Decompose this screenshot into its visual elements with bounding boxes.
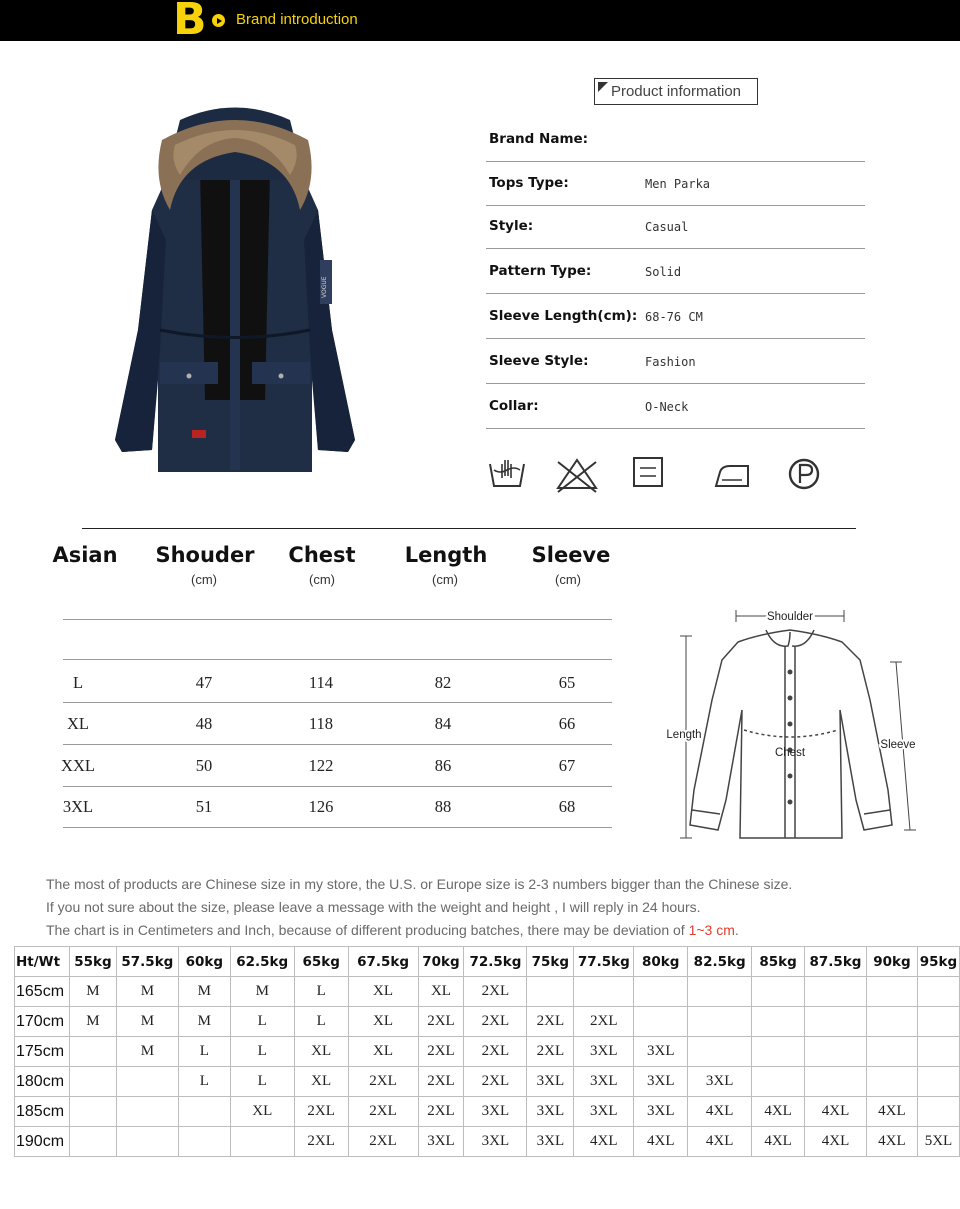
size-table-line [63, 619, 612, 620]
size-cell: 2XL [294, 1127, 348, 1157]
size-table-cell: 48 [195, 714, 213, 733]
weight-header: 62.5kg [230, 947, 294, 977]
size-cell: M [178, 1007, 230, 1037]
ht-wt-corner: Ht/Wt [15, 947, 70, 977]
size-cell [917, 1067, 959, 1097]
product-info-row [486, 385, 865, 429]
size-table-cell: 47 [195, 673, 213, 692]
size-table-cell: 126 [308, 797, 334, 816]
size-cell: 2XL [464, 1007, 527, 1037]
diagram-sleeve-label: Sleeve [880, 739, 916, 751]
weight-header: 72.5kg [464, 947, 527, 977]
size-cell: 3XL [527, 1097, 574, 1127]
weight-header: 95kg [917, 947, 959, 977]
size-cell [866, 1067, 917, 1097]
size-cell [917, 1037, 959, 1067]
dry-clean-icon [786, 452, 826, 492]
size-cell [752, 977, 805, 1007]
size-header-chest: Chest [288, 543, 356, 567]
product-info-value: Men Parka [645, 177, 711, 191]
table-row [15, 1007, 960, 1037]
product-info-value: O-Neck [645, 400, 689, 414]
size-cell [752, 1037, 805, 1067]
size-cell [805, 977, 867, 1007]
size-cell: 2XL [418, 1067, 464, 1097]
size-cell [230, 1127, 294, 1157]
size-cell: 3XL [527, 1127, 574, 1157]
size-cell [805, 1007, 867, 1037]
weight-header: 87.5kg [805, 947, 867, 977]
weight-header: 77.5kg [574, 947, 634, 977]
size-cell [688, 977, 752, 1007]
size-table-cell: 65 [558, 673, 576, 692]
size-cell [917, 1007, 959, 1037]
weight-header: 80kg [634, 947, 688, 977]
size-cell: 2XL [418, 1097, 464, 1127]
size-cell: M [116, 1037, 178, 1067]
size-table-cell: XXL [61, 756, 95, 775]
weight-header: 70kg [418, 947, 464, 977]
size-cell [634, 977, 688, 1007]
size-cell: L [294, 1007, 348, 1037]
size-cell [634, 1007, 688, 1037]
product-info-value: Fashion [645, 355, 696, 369]
size-table-cell: 82 [434, 673, 452, 692]
size-cell [805, 1037, 867, 1067]
product-info-row [486, 295, 865, 339]
size-cell: M [178, 977, 230, 1007]
size-cell: XL [348, 1037, 418, 1067]
size-unit-sleeve: (cm) [555, 572, 581, 587]
product-info-key: Tops Type: [489, 175, 569, 191]
size-note-3 [46, 922, 739, 938]
size-cell [917, 1097, 959, 1127]
size-table-cell: L [72, 673, 84, 692]
size-table-cell: 118 [308, 714, 334, 733]
size-table-cell: 51 [195, 797, 213, 816]
sleeve-patch-text: VOGUE [321, 276, 328, 298]
weight-header: 60kg [178, 947, 230, 977]
size-cell: M [69, 1007, 116, 1037]
height-label: 185cm [15, 1097, 70, 1127]
size-cell: 2XL [464, 1067, 527, 1097]
size-table-line [63, 659, 612, 660]
size-cell [69, 1097, 116, 1127]
size-cell: 2XL [527, 1037, 574, 1067]
size-cell: L [230, 1067, 294, 1097]
diagram-shoulder-label: Shoulder [766, 611, 814, 623]
size-cell [69, 1037, 116, 1067]
table-row [15, 1067, 960, 1097]
size-cell: 4XL [752, 1127, 805, 1157]
size-cell [116, 1067, 178, 1097]
size-cell [752, 1007, 805, 1037]
size-unit-chest: (cm) [309, 572, 335, 587]
size-cell: 3XL [634, 1097, 688, 1127]
size-cell: M [230, 977, 294, 1007]
diagram-length-label: Length [666, 729, 702, 741]
size-table-line [63, 786, 612, 787]
height-label: 165cm [15, 977, 70, 1007]
no-bleach-icon [554, 452, 600, 496]
size-cell: 3XL [527, 1067, 574, 1097]
play-icon [212, 14, 225, 27]
size-cell [116, 1097, 178, 1127]
size-cell [574, 977, 634, 1007]
height-label: 190cm [15, 1127, 70, 1157]
section-divider [82, 528, 856, 529]
size-cell: M [116, 977, 178, 1007]
size-cell: L [230, 1037, 294, 1067]
jacket-image [100, 100, 370, 500]
size-cell: 4XL [805, 1097, 867, 1127]
table-header-row [15, 947, 960, 977]
size-cell: 4XL [752, 1097, 805, 1127]
size-cell [805, 1067, 867, 1097]
size-cell: 3XL [688, 1067, 752, 1097]
size-note-1: The most of products are Chinese size in my store, the U.S. or Europe size is 2-3 numbers bigger than the Chinese size. [46, 876, 793, 892]
size-cell: 2XL [348, 1127, 418, 1157]
size-cell: 2XL [418, 1037, 464, 1067]
weight-header: 65kg [294, 947, 348, 977]
height-label: 170cm [15, 1007, 70, 1037]
table-row [15, 977, 960, 1007]
weight-header: 67.5kg [348, 947, 418, 977]
size-table-cell: 67 [558, 756, 576, 775]
size-cell [917, 977, 959, 1007]
size-note-3-text: The chart is in Centimeters and Inch, because of different producing batches, there may be deviation of [46, 922, 689, 938]
size-table-cell: 68 [558, 797, 576, 816]
size-cell: L [178, 1037, 230, 1067]
size-table-cell: 88 [434, 797, 452, 816]
weight-header: 75kg [527, 947, 574, 977]
size-cell: 2XL [527, 1007, 574, 1037]
size-table-cell: 50 [195, 756, 213, 775]
size-cell: L [294, 977, 348, 1007]
diagram-chest-label: Chest [774, 747, 806, 759]
size-cell: XL [294, 1037, 348, 1067]
size-table-line [63, 702, 612, 703]
product-info-value: 68-76 CM [645, 310, 703, 324]
product-info-row [486, 250, 865, 294]
size-cell [69, 1067, 116, 1097]
size-unit-length: (cm) [432, 572, 458, 587]
product-info-value: Solid [645, 265, 682, 279]
care-icons [486, 452, 826, 496]
product-info-value: Casual [645, 220, 689, 234]
size-cell: XL [230, 1097, 294, 1127]
size-header-shoulder: Shouder [155, 543, 255, 567]
height-label: 180cm [15, 1067, 70, 1097]
product-info-key: Brand Name: [489, 131, 589, 147]
size-cell: 2XL [348, 1067, 418, 1097]
size-header-asian: Asian [52, 543, 118, 567]
size-table-line [63, 827, 612, 828]
size-cell: XL [348, 977, 418, 1007]
size-cell [866, 1007, 917, 1037]
size-cell: 3XL [574, 1037, 634, 1067]
deviation-highlight: 1~3 cm [688, 922, 735, 938]
size-cell: L [230, 1007, 294, 1037]
product-info-key: Style: [489, 218, 534, 234]
size-cell: 5XL [917, 1127, 959, 1157]
weight-header: 82.5kg [688, 947, 752, 977]
size-cell [178, 1127, 230, 1157]
size-cell: 3XL [464, 1097, 527, 1127]
size-cell [688, 1037, 752, 1067]
size-table-cell: 86 [434, 756, 452, 775]
size-cell [866, 1037, 917, 1067]
size-cell [866, 977, 917, 1007]
size-cell: XL [294, 1067, 348, 1097]
size-cell: XL [348, 1007, 418, 1037]
size-table-line [63, 744, 612, 745]
size-cell: 4XL [634, 1127, 688, 1157]
size-cell: 3XL [464, 1127, 527, 1157]
weight-header: 90kg [866, 947, 917, 977]
size-table-cell: 84 [434, 714, 452, 733]
table-row [15, 1037, 960, 1067]
size-cell: 4XL [805, 1127, 867, 1157]
size-table-cell: XL [67, 714, 89, 733]
size-cell: 2XL [464, 977, 527, 1007]
iron-icon [712, 452, 752, 492]
table-row [15, 1127, 960, 1157]
size-cell: L [178, 1067, 230, 1097]
size-cell: 2XL [294, 1097, 348, 1127]
product-info-key: Collar: [489, 398, 539, 414]
brand-letter: B [173, 0, 207, 45]
size-header-sleeve: Sleeve [531, 543, 611, 567]
size-cell: 4XL [574, 1127, 634, 1157]
product-info-key: Pattern Type: [489, 263, 592, 279]
size-table-cell: 66 [558, 714, 576, 733]
banner-title: Brand introduction [236, 11, 358, 28]
size-header-length: Length [404, 543, 488, 567]
size-cell: 4XL [866, 1097, 917, 1127]
height-label: 175cm [15, 1037, 70, 1067]
height-weight-table [14, 946, 960, 1157]
size-note-2: If you not sure about the size, please leave a message with the weight and height , I will reply in 24 hours. [46, 899, 701, 915]
product-info-row [486, 162, 865, 206]
size-cell [527, 977, 574, 1007]
size-cell [688, 1007, 752, 1037]
weight-header: 55kg [69, 947, 116, 977]
size-cell: 3XL [574, 1097, 634, 1127]
size-cell: 3XL [574, 1067, 634, 1097]
size-unit-shoulder: (cm) [191, 572, 217, 587]
size-table-cell: 114 [308, 673, 334, 692]
product-info-key: Sleeve Style: [489, 353, 589, 369]
product-info-row [486, 205, 865, 249]
size-cell [116, 1127, 178, 1157]
size-cell: 4XL [866, 1127, 917, 1157]
weight-header: 57.5kg [116, 947, 178, 977]
size-cell: 2XL [574, 1007, 634, 1037]
product-info-row [486, 340, 865, 384]
table-row [15, 1097, 960, 1127]
hand-wash-icon [486, 452, 528, 496]
size-table-cell: 122 [308, 756, 334, 775]
size-cell: 2XL [418, 1007, 464, 1037]
size-cell: 2XL [464, 1037, 527, 1067]
weight-header: 85kg [752, 947, 805, 977]
size-note-3-end: . [734, 922, 739, 938]
product-info-row [486, 118, 865, 162]
size-cell: 3XL [634, 1037, 688, 1067]
brand-banner [0, 0, 960, 45]
size-cell [752, 1067, 805, 1097]
size-cell [178, 1097, 230, 1127]
size-cell: XL [418, 977, 464, 1007]
size-cell: 3XL [634, 1067, 688, 1097]
size-cell [69, 1127, 116, 1157]
size-cell: M [116, 1007, 178, 1037]
measurement-diagram [660, 600, 920, 845]
tumble-dry-icon [632, 452, 664, 492]
size-cell: 3XL [418, 1127, 464, 1157]
size-cell: 4XL [688, 1127, 752, 1157]
size-cell: 2XL [348, 1097, 418, 1127]
product-info-key: Sleeve Length(cm): [489, 308, 638, 324]
product-info-title: Product information [594, 78, 758, 105]
size-table-cell: 3XL [62, 797, 94, 816]
size-cell: 4XL [688, 1097, 752, 1127]
size-cell: M [69, 977, 116, 1007]
